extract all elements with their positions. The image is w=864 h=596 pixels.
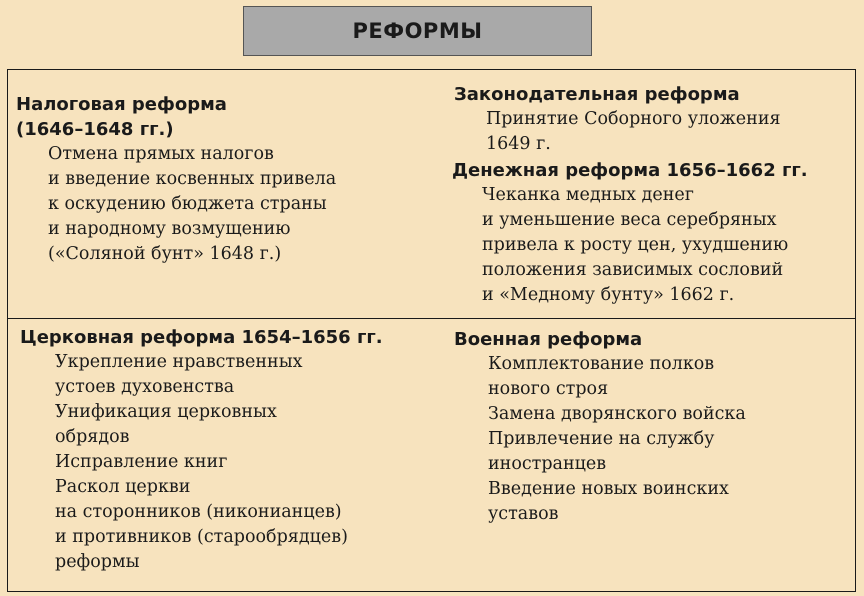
tax-reform-line: к оскудению бюджета страны [48, 194, 327, 214]
military-reform-line: Комплектование полков [488, 354, 715, 374]
diagram-title: РЕФОРМЫ [352, 19, 483, 43]
tax-reform-line: и введение косвенных привела [48, 169, 337, 189]
tax-reform-line: Отмена прямых налогов [48, 144, 274, 164]
horizontal-divider [7, 318, 856, 319]
church-reform-line: Раскол церкви [55, 477, 191, 497]
monetary-reform-line: и «Медному бунту» 1662 г. [482, 285, 735, 305]
tax-reform-line: и народному возмущению [48, 219, 291, 239]
church-reform-line: устоев духовенства [55, 377, 235, 397]
military-reform-heading: Военная реформа [454, 329, 643, 350]
military-reform-line: нового строя [488, 379, 609, 399]
monetary-reform-line: Чеканка медных денег [482, 185, 694, 205]
church-reform-line: и противников (старообрядцев) [55, 527, 348, 547]
military-reform-line: иностранцев [488, 454, 607, 474]
church-reform-heading: Церковная реформа 1654–1656 гг. [20, 327, 383, 348]
legislative-reform-line: Принятие Соборного уложения [486, 109, 781, 129]
tax-reform-heading-1: Налоговая реформа [16, 94, 227, 115]
church-reform-line: Унификация церковных [55, 402, 277, 422]
legislative-reform-line: 1649 г. [486, 134, 551, 154]
church-reform-line: обрядов [55, 427, 130, 447]
legislative-reform-block [454, 82, 781, 157]
military-reform-line: уставов [488, 504, 559, 524]
church-reform-line: Укрепление нравственных [55, 352, 303, 372]
military-reform-block [454, 327, 746, 527]
monetary-reform-line: положения зависимых сословий [482, 260, 784, 280]
tax-reform-line: («Соляной бунт» 1648 г.) [48, 244, 282, 264]
church-reform-line: Исправление книг [55, 452, 228, 472]
church-reform-block [20, 325, 383, 575]
tax-reform-block [16, 92, 336, 267]
church-reform-line: на сторонников (никонианцев) [55, 502, 342, 522]
monetary-reform-line: и уменьшение веса серебряных [482, 210, 777, 230]
monetary-reform-line: привела к росту цен, ухудшению [482, 235, 789, 255]
tax-reform-heading-2: (1646–1648 гг.) [16, 119, 174, 140]
monetary-reform-block [452, 158, 808, 308]
legislative-reform-heading: Законодательная реформа [454, 84, 740, 105]
military-reform-line: Введение новых воинских [488, 479, 729, 499]
military-reform-line: Привлечение на службу [488, 429, 715, 449]
monetary-reform-heading: Денежная реформа 1656–1662 гг. [452, 160, 808, 181]
title-box [243, 6, 592, 56]
military-reform-line: Замена дворянского войска [488, 404, 746, 424]
church-reform-line: реформы [55, 552, 140, 572]
